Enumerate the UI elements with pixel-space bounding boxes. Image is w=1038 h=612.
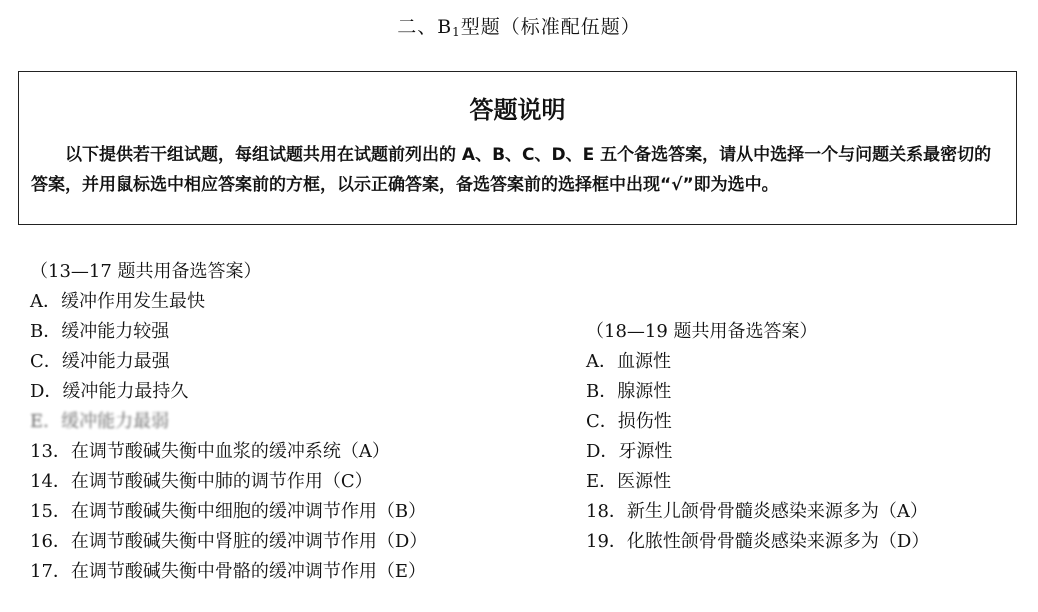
instructions-title: 答题说明 — [469, 96, 566, 124]
option-b[interactable]: B．腺源性 — [586, 381, 672, 402]
question-16[interactable]: 16．在调节酸碱失衡中肾脏的缓冲调节作用（D） — [30, 531, 428, 552]
question-group-18-19 — [586, 317, 929, 557]
option-d[interactable]: D．缓冲能力最持久 — [30, 381, 189, 402]
section-title — [0, 12, 1038, 39]
question-17[interactable]: 17．在调节酸碱失衡中骨骼的缓冲调节作用（E） — [30, 561, 427, 582]
option-a[interactable]: A．血源性 — [586, 351, 671, 372]
option-a[interactable]: A．缓冲作用发生最快 — [30, 291, 205, 312]
question-13[interactable]: 13．在调节酸碱失衡中血浆的缓冲系统（A） — [30, 441, 390, 462]
option-e[interactable]: E．医源性 — [586, 471, 672, 492]
group-header: （13—17 题共用备选答案） — [30, 261, 262, 282]
instructions-box — [18, 71, 1017, 225]
question-15[interactable]: 15．在调节酸碱失衡中细胞的缓冲调节作用（B） — [30, 501, 427, 522]
option-c[interactable]: C．缓冲能力最强 — [30, 351, 170, 372]
section-title-prefix: 二、B — [397, 16, 453, 38]
question-group-13-17 — [30, 257, 427, 587]
option-b[interactable]: B．缓冲能力较强 — [30, 321, 170, 342]
question-14[interactable]: 14．在调节酸碱失衡中肺的调节作用（C） — [30, 471, 373, 492]
question-18[interactable]: 18．新生儿颌骨骨髓炎感染来源多为（A） — [586, 501, 928, 522]
instructions-body: 以下提供若干组试题，每组试题共用在试题前列出的 A、B、C、D、E 五个备选答案，请从中选择一个与问题关系最密切的答案，并用鼠标选中相应答案前的方框，以示正确答案，备选答案前的选择框中出现“√”即为选中。 — [31, 145, 992, 195]
section-title-suffix: 型题（标准配伍题） — [460, 16, 641, 38]
section-title-subscript: 1 — [452, 25, 461, 39]
group-header: （18—19 题共用备选答案） — [586, 321, 818, 342]
option-e[interactable]: E．缓冲能力最弱 — [30, 411, 170, 432]
option-c[interactable]: C．损伤性 — [586, 411, 672, 432]
option-d[interactable]: D．牙源性 — [586, 441, 673, 462]
question-19[interactable]: 19．化脓性颌骨骨髓炎感染来源多为（D） — [586, 531, 930, 552]
